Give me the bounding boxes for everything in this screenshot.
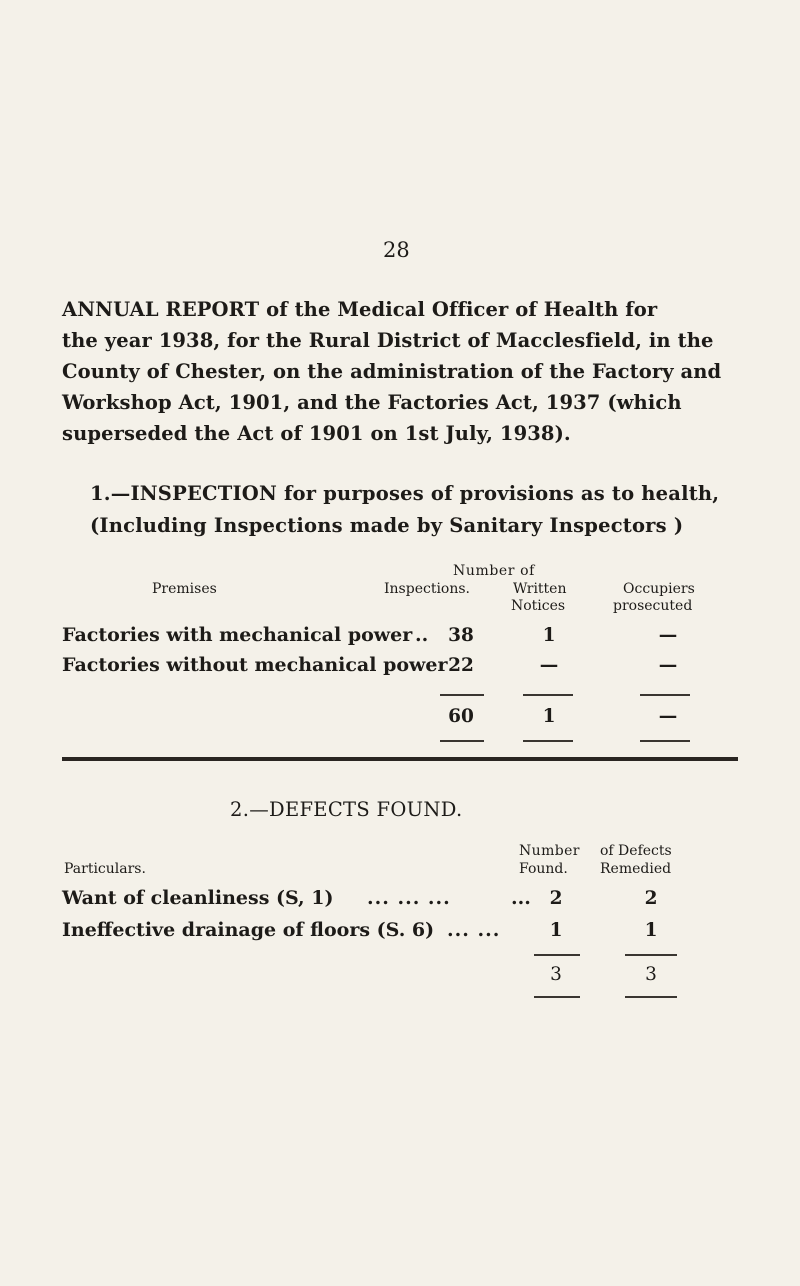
subtotal-rule bbox=[625, 954, 677, 956]
total-remedied: 3 bbox=[645, 964, 657, 985]
total-rule bbox=[534, 996, 580, 998]
table-row-label: Ineffective drainage of floors (S. 6) bbox=[62, 919, 435, 941]
dot-leader: .. bbox=[415, 624, 429, 646]
col-written-2: Notices bbox=[511, 598, 566, 614]
subtotal-rule bbox=[523, 694, 573, 696]
table-row-label: Factories without mechanical power bbox=[62, 654, 448, 676]
col-number: Number bbox=[519, 843, 580, 859]
cell-inspections: 38 bbox=[448, 625, 474, 646]
col-found: Found. bbox=[519, 861, 568, 877]
table-row-label: Want of cleanliness (S, 1) bbox=[62, 887, 334, 909]
dot-leader: ... ... bbox=[447, 919, 501, 941]
page-number: 28 bbox=[383, 238, 410, 262]
col-of-defects: of Defects bbox=[600, 843, 672, 859]
col-particulars: Particulars. bbox=[64, 861, 146, 877]
group-header-number-of: Number of bbox=[453, 563, 535, 579]
cell-written: 1 bbox=[542, 625, 556, 646]
total-inspections: 60 bbox=[448, 706, 474, 727]
cell-prosecuted: — bbox=[658, 625, 678, 646]
intro-line: superseded the Act of 1901 on 1st July, 1938). bbox=[62, 422, 571, 445]
col-occupiers-2: prosecuted bbox=[613, 598, 693, 614]
total-rule bbox=[640, 740, 690, 742]
intro-line: Workshop Act, 1901, and the Factories Act, 1937 (which bbox=[62, 391, 682, 414]
cell-inspections: 22 bbox=[448, 655, 474, 676]
total-rule bbox=[625, 996, 677, 998]
col-occupiers: Occupiers bbox=[623, 581, 695, 597]
intro-line: County of Chester, on the administration of the Factory and bbox=[62, 360, 722, 383]
total-rule bbox=[523, 740, 573, 742]
total-found: 3 bbox=[550, 964, 562, 985]
subtotal-rule bbox=[440, 694, 484, 696]
col-premises: Premises bbox=[152, 581, 217, 597]
cell-remedied: 1 bbox=[644, 920, 658, 941]
subtotal-rule bbox=[534, 954, 580, 956]
col-inspections: Inspections. bbox=[384, 581, 471, 597]
section1-subheading: (Including Inspections made by Sanitary Inspectors ) bbox=[90, 514, 684, 537]
cell-found: 1 bbox=[549, 920, 563, 941]
table-row-label: Factories with mechanical power bbox=[62, 624, 413, 646]
cell-prosecuted: — bbox=[658, 655, 678, 676]
cell-remedied: 2 bbox=[644, 888, 658, 909]
section1-heading: 1.—INSPECTION for purposes of provisions as to health, bbox=[90, 482, 720, 505]
section2-heading: 2.—DEFECTS FOUND. bbox=[230, 798, 463, 821]
dot-leader: ... ... ... bbox=[367, 887, 451, 909]
total-rule bbox=[440, 740, 484, 742]
dot-leader: ... bbox=[511, 887, 531, 909]
col-written: Written bbox=[513, 581, 567, 597]
section-divider bbox=[62, 757, 738, 761]
col-remedied: Remedied bbox=[600, 861, 672, 877]
intro-line: ANNUAL REPORT of the Medical Officer of Health for bbox=[62, 298, 658, 321]
report-intro bbox=[62, 294, 742, 449]
cell-written: — bbox=[539, 655, 559, 676]
intro-line: the year 1938, for the Rural District of Macclesfield, in the bbox=[62, 329, 714, 352]
cell-found: 2 bbox=[549, 888, 563, 909]
subtotal-rule bbox=[640, 694, 690, 696]
total-written: 1 bbox=[542, 706, 556, 727]
total-prosecuted: — bbox=[658, 706, 678, 727]
